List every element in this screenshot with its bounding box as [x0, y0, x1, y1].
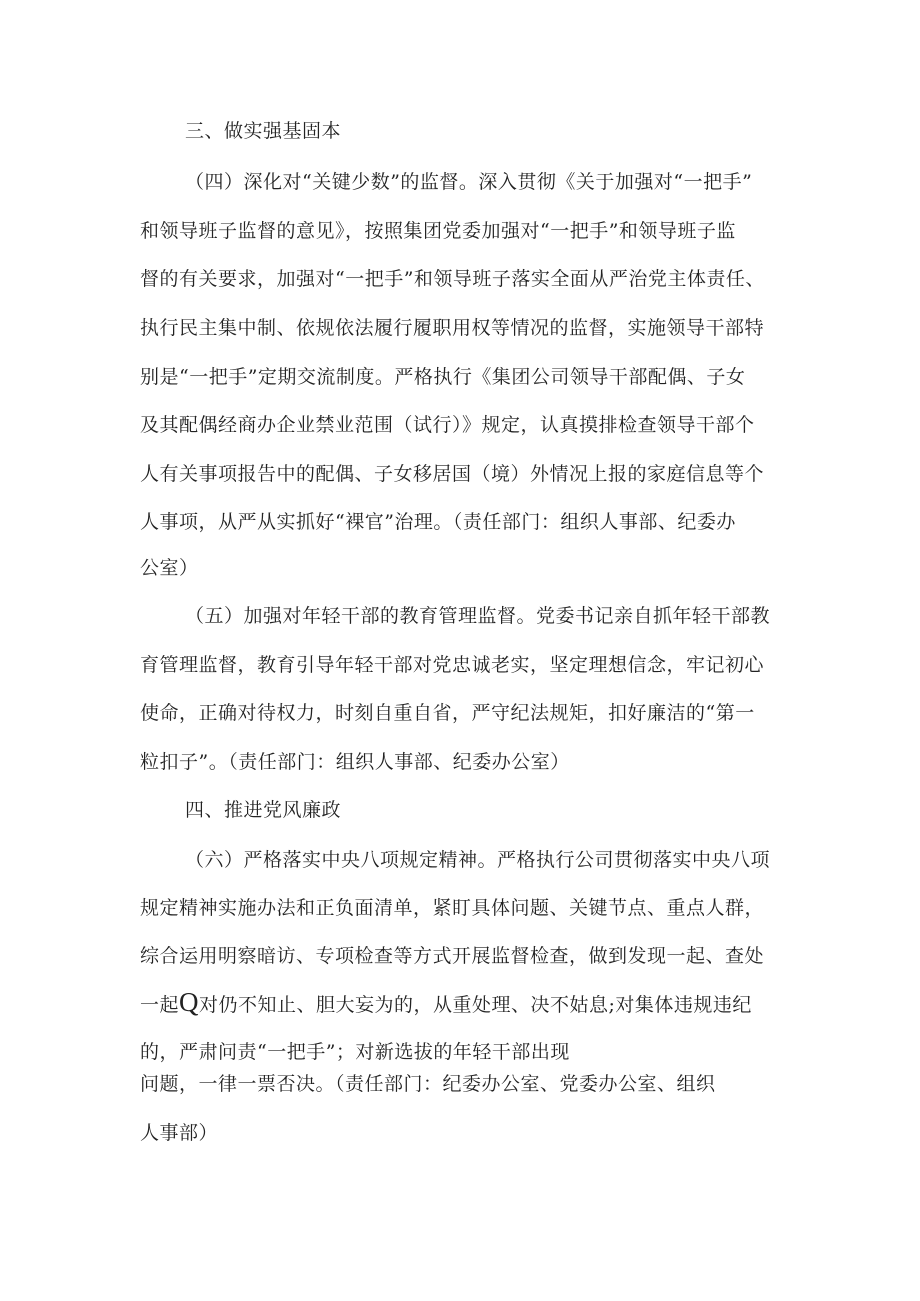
paragraph-line: 督的有关要求，加强对“一把手”和领导班子落实全面从严治党主体责任、 — [140, 268, 765, 290]
line-prefix: 一起 — [140, 994, 180, 1016]
paragraph-line: （五）加强对年轻干部的教育管理监督。党委书记亲自抓年轻干部教 — [185, 605, 771, 627]
paragraph-line: 公室） — [140, 557, 199, 579]
paragraph-line: 别是“一把手”定期交流制度。严格执行《集团公司领导干部配偶、子女 — [140, 366, 746, 388]
paragraph-line: 人事项，从严从实抓好“裸官”治理。（责任部门：组织人事部、纪委办 — [140, 511, 736, 533]
section-4-heading: 四、推进党风廉政 — [185, 799, 342, 821]
paragraph-line: 人有关事项报告中的配偶、子女移居国（境）外情况上报的家庭信息等个 — [140, 463, 765, 485]
paragraph-line: 育管理监督，教育引导年轻干部对党忠诚老实，坚定理想信念，牢记初心 — [140, 654, 765, 676]
paragraph-line: 和领导班子监督的意见》，按照集团党委加强对“一把手”和领导班子监 — [140, 220, 736, 242]
line-suffix: 对仍不知止、胆大妄为的，从重处理、决不姑息;对集体违规违纪 — [199, 994, 752, 1016]
paragraph-line: 规定精神实施办法和正负面清单，紧盯具体问题、关键节点、重点人群， — [140, 897, 765, 919]
paragraph-line: （六）严格落实中央八项规定精神。严格执行公司贯彻落实中央八项 — [185, 849, 771, 871]
section-3-heading: 三、做实强基固本 — [185, 120, 342, 142]
paragraph-line: 综合运用明察暗访、专项检查等方式开展监督检查，做到发现一起、查处 — [140, 945, 765, 967]
paragraph-line: 人事部） — [140, 1122, 219, 1144]
paragraph-line: （四）深化对“关键少数”的监督。深入贯彻《关于加强对“一把手” — [185, 171, 753, 193]
paragraph-line: 粒扣子”。（责任部门：组织人事部、纪委办公室） — [140, 751, 570, 773]
stray-q-glyph: Q — [179, 987, 200, 1017]
paragraph-line: 问题，一律一票否决。（责任部门：纪委办公室、党委办公室、组织 — [140, 1073, 716, 1095]
paragraph-line: 及其配偶经商办企业禁业范围（试行）》规定，认真摸排检查领导干部个 — [140, 414, 755, 436]
paragraph-line — [140, 987, 752, 1017]
paragraph-line: 执行民主集中制、依规依法履行履职用权等情况的监督，实施领导干部特 — [140, 317, 765, 339]
paragraph-line: 的，严肃问责“一把手”；对新选拔的年轻干部出现 — [140, 1041, 570, 1063]
paragraph-line: 使命，正确对待权力，时刻自重自省，严守纪法规矩，扣好廉洁的“第一 — [140, 702, 755, 724]
